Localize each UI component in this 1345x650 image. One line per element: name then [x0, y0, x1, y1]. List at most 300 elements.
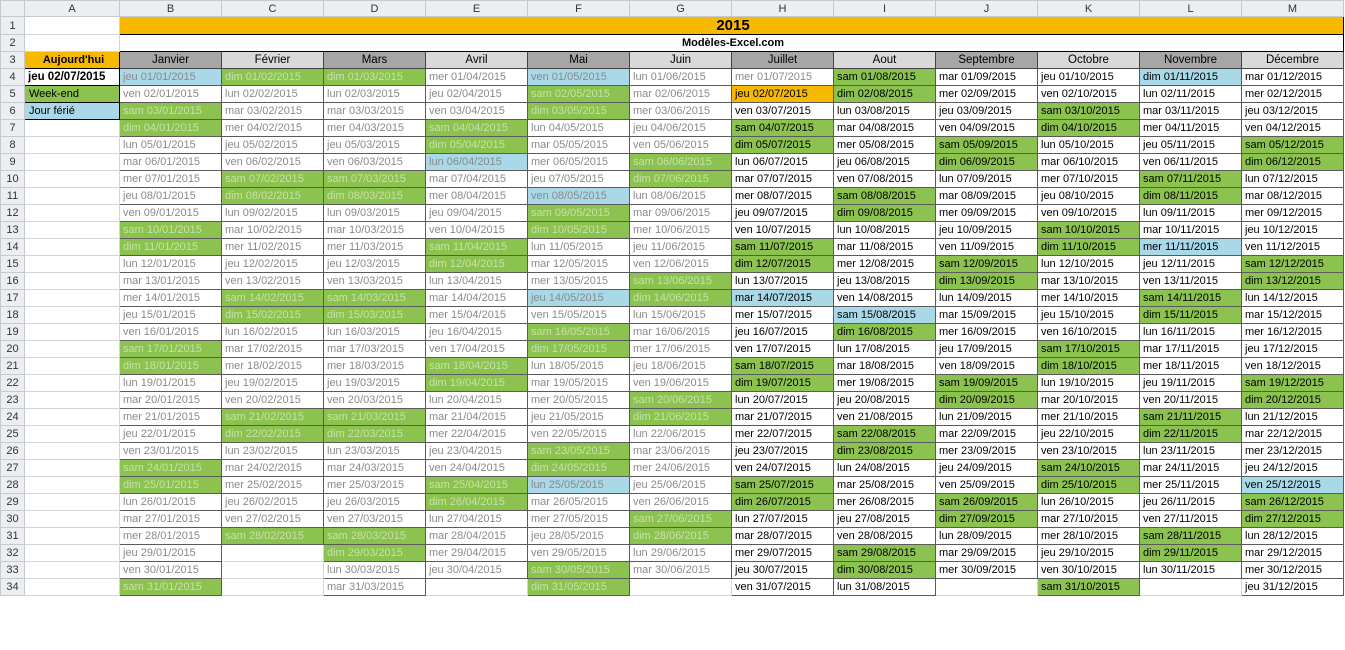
- row-header[interactable]: 33: [1, 562, 25, 579]
- day-cell[interactable]: lun 30/03/2015: [324, 562, 426, 579]
- row-header[interactable]: 15: [1, 256, 25, 273]
- day-cell[interactable]: dim 18/10/2015: [1038, 358, 1140, 375]
- day-cell[interactable]: lun 18/05/2015: [528, 358, 630, 375]
- day-cell[interactable]: mer 28/01/2015: [120, 528, 222, 545]
- day-cell[interactable]: jeu 06/08/2015: [834, 154, 936, 171]
- day-cell[interactable]: jeu 03/12/2015: [1242, 103, 1344, 120]
- day-cell[interactable]: sam 02/05/2015: [528, 86, 630, 103]
- empty-cell[interactable]: [25, 307, 120, 324]
- day-cell[interactable]: jeu 08/01/2015: [120, 188, 222, 205]
- day-cell[interactable]: jeu 13/08/2015: [834, 273, 936, 290]
- day-cell[interactable]: ven 25/09/2015: [936, 477, 1038, 494]
- day-cell[interactable]: mer 02/09/2015: [936, 86, 1038, 103]
- day-cell[interactable]: dim 22/11/2015: [1140, 426, 1242, 443]
- day-cell[interactable]: sam 03/10/2015: [1038, 103, 1140, 120]
- day-cell[interactable]: mer 11/02/2015: [222, 239, 324, 256]
- legend-holiday[interactable]: Jour férié: [25, 103, 120, 120]
- day-cell[interactable]: lun 21/09/2015: [936, 409, 1038, 426]
- day-cell[interactable]: jeu 05/03/2015: [324, 137, 426, 154]
- row-header[interactable]: 31: [1, 528, 25, 545]
- column-header[interactable]: G: [630, 1, 732, 17]
- day-cell[interactable]: mer 18/03/2015: [324, 358, 426, 375]
- day-cell[interactable]: mer 21/10/2015: [1038, 409, 1140, 426]
- day-cell[interactable]: dim 20/12/2015: [1242, 392, 1344, 409]
- day-cell[interactable]: mar 21/04/2015: [426, 409, 528, 426]
- day-cell[interactable]: mar 29/09/2015: [936, 545, 1038, 562]
- day-cell[interactable]: ven 23/01/2015: [120, 443, 222, 460]
- day-cell[interactable]: sam 04/04/2015: [426, 120, 528, 137]
- day-cell[interactable]: sam 12/12/2015: [1242, 256, 1344, 273]
- day-cell[interactable]: dim 10/05/2015: [528, 222, 630, 239]
- day-cell[interactable]: dim 01/03/2015: [324, 69, 426, 86]
- day-cell[interactable]: mar 10/11/2015: [1140, 222, 1242, 239]
- month-header[interactable]: Septembre: [936, 52, 1038, 69]
- day-cell[interactable]: sam 01/08/2015: [834, 69, 936, 86]
- row-header[interactable]: 24: [1, 409, 25, 426]
- day-cell[interactable]: ven 04/09/2015: [936, 120, 1038, 137]
- day-cell[interactable]: mar 30/06/2015: [630, 562, 732, 579]
- day-cell[interactable]: ven 16/10/2015: [1038, 324, 1140, 341]
- day-cell[interactable]: mar 07/07/2015: [732, 171, 834, 188]
- row-header[interactable]: 6: [1, 103, 25, 120]
- day-cell[interactable]: ven 04/12/2015: [1242, 120, 1344, 137]
- day-cell[interactable]: dim 24/05/2015: [528, 460, 630, 477]
- row-header[interactable]: 32: [1, 545, 25, 562]
- day-cell[interactable]: jeu 12/02/2015: [222, 256, 324, 273]
- day-cell[interactable]: lun 06/07/2015: [732, 154, 834, 171]
- day-cell[interactable]: dim 26/04/2015: [426, 494, 528, 511]
- day-cell[interactable]: dim 29/03/2015: [324, 545, 426, 562]
- row-header[interactable]: 19: [1, 324, 25, 341]
- day-cell[interactable]: mer 07/01/2015: [120, 171, 222, 188]
- day-cell[interactable]: mer 30/09/2015: [936, 562, 1038, 579]
- empty-cell[interactable]: [25, 222, 120, 239]
- day-cell[interactable]: mer 27/05/2015: [528, 511, 630, 528]
- day-cell[interactable]: mar 17/11/2015: [1140, 341, 1242, 358]
- day-cell[interactable]: lun 27/07/2015: [732, 511, 834, 528]
- day-cell[interactable]: lun 23/03/2015: [324, 443, 426, 460]
- day-cell[interactable]: sam 13/06/2015: [630, 273, 732, 290]
- day-cell[interactable]: jeu 01/10/2015: [1038, 69, 1140, 86]
- day-cell[interactable]: sam 26/12/2015: [1242, 494, 1344, 511]
- month-header[interactable]: Octobre: [1038, 52, 1140, 69]
- day-cell[interactable]: jeu 05/02/2015: [222, 137, 324, 154]
- day-cell[interactable]: lun 20/07/2015: [732, 392, 834, 409]
- day-cell[interactable]: ven 20/03/2015: [324, 392, 426, 409]
- day-cell[interactable]: sam 24/10/2015: [1038, 460, 1140, 477]
- day-cell[interactable]: jeu 27/08/2015: [834, 511, 936, 528]
- day-cell[interactable]: mer 20/05/2015: [528, 392, 630, 409]
- day-cell[interactable]: ven 27/02/2015: [222, 511, 324, 528]
- day-cell[interactable]: mar 22/09/2015: [936, 426, 1038, 443]
- day-cell[interactable]: ven 13/11/2015: [1140, 273, 1242, 290]
- row-header[interactable]: 2: [1, 35, 25, 52]
- day-cell[interactable]: mer 06/05/2015: [528, 154, 630, 171]
- column-header[interactable]: C: [222, 1, 324, 17]
- row-header[interactable]: 4: [1, 69, 25, 86]
- day-cell[interactable]: lun 09/02/2015: [222, 205, 324, 222]
- day-cell[interactable]: lun 23/11/2015: [1140, 443, 1242, 460]
- day-cell[interactable]: mar 27/10/2015: [1038, 511, 1140, 528]
- day-cell[interactable]: mer 09/09/2015: [936, 205, 1038, 222]
- day-cell[interactable]: lun 05/01/2015: [120, 137, 222, 154]
- month-header[interactable]: Juin: [630, 52, 732, 69]
- day-cell[interactable]: dim 28/06/2015: [630, 528, 732, 545]
- day-cell[interactable]: mar 06/10/2015: [1038, 154, 1140, 171]
- day-cell[interactable]: ven 12/06/2015: [630, 256, 732, 273]
- row-header[interactable]: 22: [1, 375, 25, 392]
- day-cell[interactable]: jeu 24/09/2015: [936, 460, 1038, 477]
- day-cell[interactable]: lun 17/08/2015: [834, 341, 936, 358]
- day-cell[interactable]: dim 12/04/2015: [426, 256, 528, 273]
- day-cell[interactable]: lun 16/11/2015: [1140, 324, 1242, 341]
- day-cell[interactable]: sam 03/01/2015: [120, 103, 222, 120]
- empty-cell[interactable]: [25, 341, 120, 358]
- day-cell[interactable]: lun 28/09/2015: [936, 528, 1038, 545]
- column-header[interactable]: I: [834, 1, 936, 17]
- day-cell[interactable]: mar 01/12/2015: [1242, 69, 1344, 86]
- day-cell[interactable]: sam 28/11/2015: [1140, 528, 1242, 545]
- day-cell[interactable]: dim 04/01/2015: [120, 120, 222, 137]
- day-cell[interactable]: mar 19/05/2015: [528, 375, 630, 392]
- row-header[interactable]: 12: [1, 205, 25, 222]
- day-cell[interactable]: jeu 29/10/2015: [1038, 545, 1140, 562]
- row-header[interactable]: 23: [1, 392, 25, 409]
- day-cell[interactable]: mar 17/03/2015: [324, 341, 426, 358]
- day-cell[interactable]: jeu 17/09/2015: [936, 341, 1038, 358]
- day-cell[interactable]: mer 25/03/2015: [324, 477, 426, 494]
- empty-cell[interactable]: [25, 324, 120, 341]
- day-cell[interactable]: mar 20/01/2015: [120, 392, 222, 409]
- day-cell[interactable]: jeu 04/06/2015: [630, 120, 732, 137]
- row-header[interactable]: 17: [1, 290, 25, 307]
- day-cell[interactable]: ven 23/10/2015: [1038, 443, 1140, 460]
- empty-cell[interactable]: [25, 290, 120, 307]
- day-cell[interactable]: jeu 11/06/2015: [630, 239, 732, 256]
- day-cell[interactable]: jeu 15/01/2015: [120, 307, 222, 324]
- day-cell[interactable]: ven 03/04/2015: [426, 103, 528, 120]
- day-cell[interactable]: lun 11/05/2015: [528, 239, 630, 256]
- day-cell[interactable]: mar 17/02/2015: [222, 341, 324, 358]
- day-cell[interactable]: ven 24/04/2015: [426, 460, 528, 477]
- day-cell[interactable]: ven 10/07/2015: [732, 222, 834, 239]
- day-cell[interactable]: jeu 10/09/2015: [936, 222, 1038, 239]
- day-cell[interactable]: mer 26/08/2015: [834, 494, 936, 511]
- day-cell[interactable]: sam 25/04/2015: [426, 477, 528, 494]
- day-cell[interactable]: mer 14/01/2015: [120, 290, 222, 307]
- day-cell[interactable]: dim 09/08/2015: [834, 205, 936, 222]
- day-cell[interactable]: mar 06/01/2015: [120, 154, 222, 171]
- day-cell[interactable]: jeu 12/03/2015: [324, 256, 426, 273]
- day-cell[interactable]: mar 11/08/2015: [834, 239, 936, 256]
- day-cell[interactable]: dim 08/03/2015: [324, 188, 426, 205]
- day-cell[interactable]: ven 22/05/2015: [528, 426, 630, 443]
- empty-cell[interactable]: [25, 528, 120, 545]
- day-cell[interactable]: mar 03/11/2015: [1140, 103, 1242, 120]
- day-cell[interactable]: sam 10/10/2015: [1038, 222, 1140, 239]
- cell-a2[interactable]: [25, 35, 120, 52]
- day-cell[interactable]: sam 23/05/2015: [528, 443, 630, 460]
- day-cell[interactable]: sam 31/10/2015: [1038, 579, 1140, 596]
- day-cell[interactable]: lun 15/06/2015: [630, 307, 732, 324]
- day-cell[interactable]: ven 20/11/2015: [1140, 392, 1242, 409]
- empty-cell[interactable]: [25, 460, 120, 477]
- column-header[interactable]: L: [1140, 1, 1242, 17]
- row-header[interactable]: 34: [1, 579, 25, 596]
- day-cell[interactable]: jeu 07/05/2015: [528, 171, 630, 188]
- day-cell[interactable]: dim 18/01/2015: [120, 358, 222, 375]
- day-cell[interactable]: sam 21/02/2015: [222, 409, 324, 426]
- day-cell[interactable]: mar 14/07/2015: [732, 290, 834, 307]
- day-cell[interactable]: mer 19/08/2015: [834, 375, 936, 392]
- day-cell[interactable]: lun 25/05/2015: [528, 477, 630, 494]
- day-cell[interactable]: lun 02/11/2015: [1140, 86, 1242, 103]
- row-header[interactable]: 20: [1, 341, 25, 358]
- day-cell[interactable]: lun 16/03/2015: [324, 324, 426, 341]
- day-cell[interactable]: mer 08/07/2015: [732, 188, 834, 205]
- month-header[interactable]: Novembre: [1140, 52, 1242, 69]
- day-cell[interactable]: mer 16/12/2015: [1242, 324, 1344, 341]
- day-cell[interactable]: mar 01/09/2015: [936, 69, 1038, 86]
- day-cell[interactable]: lun 14/12/2015: [1242, 290, 1344, 307]
- day-cell[interactable]: jeu 09/07/2015: [732, 205, 834, 222]
- day-cell[interactable]: mer 28/10/2015: [1038, 528, 1140, 545]
- day-cell[interactable]: ven 31/07/2015: [732, 579, 834, 596]
- day-cell[interactable]: jeu 26/11/2015: [1140, 494, 1242, 511]
- column-header[interactable]: M: [1242, 1, 1344, 17]
- day-cell[interactable]: ven 09/01/2015: [120, 205, 222, 222]
- day-cell[interactable]: lun 26/10/2015: [1038, 494, 1140, 511]
- row-header[interactable]: 10: [1, 171, 25, 188]
- day-cell[interactable]: ven 13/03/2015: [324, 273, 426, 290]
- empty-cell[interactable]: [25, 205, 120, 222]
- day-cell[interactable]: jeu 19/03/2015: [324, 375, 426, 392]
- day-cell[interactable]: dim 06/09/2015: [936, 154, 1038, 171]
- day-cell[interactable]: lun 29/06/2015: [630, 545, 732, 562]
- day-cell[interactable]: jeu 30/07/2015: [732, 562, 834, 579]
- day-cell[interactable]: sam 07/03/2015: [324, 171, 426, 188]
- day-cell[interactable]: sam 15/08/2015: [834, 307, 936, 324]
- day-cell[interactable]: lun 09/11/2015: [1140, 205, 1242, 222]
- day-cell[interactable]: sam 21/03/2015: [324, 409, 426, 426]
- day-cell[interactable]: ven 24/07/2015: [732, 460, 834, 477]
- day-cell[interactable]: lun 08/06/2015: [630, 188, 732, 205]
- day-cell[interactable]: mer 01/04/2015: [426, 69, 528, 86]
- day-cell[interactable]: lun 03/08/2015: [834, 103, 936, 120]
- empty-cell[interactable]: [630, 579, 732, 596]
- day-cell[interactable]: mer 11/03/2015: [324, 239, 426, 256]
- day-cell[interactable]: sam 05/12/2015: [1242, 137, 1344, 154]
- site-label[interactable]: Modèles-Excel.com: [120, 35, 1344, 52]
- day-cell[interactable]: dim 31/05/2015: [528, 579, 630, 596]
- cell-a1[interactable]: [25, 17, 120, 35]
- day-cell[interactable]: lun 30/11/2015: [1140, 562, 1242, 579]
- day-cell[interactable]: sam 17/01/2015: [120, 341, 222, 358]
- day-cell[interactable]: mar 29/12/2015: [1242, 545, 1344, 562]
- day-cell[interactable]: sam 20/06/2015: [630, 392, 732, 409]
- day-cell[interactable]: sam 10/01/2015: [120, 222, 222, 239]
- day-cell[interactable]: ven 29/05/2015: [528, 545, 630, 562]
- day-cell[interactable]: ven 20/02/2015: [222, 392, 324, 409]
- day-cell[interactable]: lun 10/08/2015: [834, 222, 936, 239]
- row-header[interactable]: 8: [1, 137, 25, 154]
- day-cell[interactable]: lun 02/02/2015: [222, 86, 324, 103]
- day-cell[interactable]: mer 14/10/2015: [1038, 290, 1140, 307]
- day-cell[interactable]: ven 13/02/2015: [222, 273, 324, 290]
- day-cell[interactable]: mar 08/12/2015: [1242, 188, 1344, 205]
- day-cell[interactable]: ven 28/08/2015: [834, 528, 936, 545]
- day-cell[interactable]: sam 18/07/2015: [732, 358, 834, 375]
- day-cell[interactable]: lun 26/01/2015: [120, 494, 222, 511]
- day-cell[interactable]: jeu 08/10/2015: [1038, 188, 1140, 205]
- day-cell[interactable]: mer 29/07/2015: [732, 545, 834, 562]
- day-cell[interactable]: jeu 09/04/2015: [426, 205, 528, 222]
- day-cell[interactable]: sam 09/05/2015: [528, 205, 630, 222]
- day-cell[interactable]: dim 25/01/2015: [120, 477, 222, 494]
- day-cell[interactable]: dim 16/08/2015: [834, 324, 936, 341]
- day-cell[interactable]: sam 06/06/2015: [630, 154, 732, 171]
- day-cell[interactable]: sam 25/07/2015: [732, 477, 834, 494]
- day-cell[interactable]: mer 15/04/2015: [426, 307, 528, 324]
- day-cell[interactable]: mer 23/09/2015: [936, 443, 1038, 460]
- day-cell[interactable]: mer 18/11/2015: [1140, 358, 1242, 375]
- day-cell[interactable]: mer 25/11/2015: [1140, 477, 1242, 494]
- day-cell[interactable]: mer 04/03/2015: [324, 120, 426, 137]
- day-cell[interactable]: dim 05/07/2015: [732, 137, 834, 154]
- empty-cell[interactable]: [25, 120, 120, 137]
- day-cell[interactable]: mer 01/07/2015: [732, 69, 834, 86]
- column-header[interactable]: H: [732, 1, 834, 17]
- day-cell[interactable]: lun 20/04/2015: [426, 392, 528, 409]
- today-label[interactable]: Aujourd'hui: [25, 52, 120, 69]
- day-cell[interactable]: dim 08/11/2015: [1140, 188, 1242, 205]
- day-cell[interactable]: ven 16/01/2015: [120, 324, 222, 341]
- row-header[interactable]: 9: [1, 154, 25, 171]
- day-cell[interactable]: mar 07/04/2015: [426, 171, 528, 188]
- column-header[interactable]: E: [426, 1, 528, 17]
- row-header[interactable]: 21: [1, 358, 25, 375]
- day-cell[interactable]: mer 03/06/2015: [630, 103, 732, 120]
- month-header[interactable]: Aout: [834, 52, 936, 69]
- empty-cell[interactable]: [426, 579, 528, 596]
- day-cell[interactable]: dim 19/07/2015: [732, 375, 834, 392]
- day-cell[interactable]: mer 12/08/2015: [834, 256, 936, 273]
- day-cell[interactable]: ven 30/01/2015: [120, 562, 222, 579]
- day-cell[interactable]: sam 28/02/2015: [222, 528, 324, 545]
- day-cell[interactable]: mar 24/02/2015: [222, 460, 324, 477]
- day-cell[interactable]: jeu 26/03/2015: [324, 494, 426, 511]
- day-cell[interactable]: dim 05/04/2015: [426, 137, 528, 154]
- row-header[interactable]: 3: [1, 52, 25, 69]
- day-cell[interactable]: mer 04/11/2015: [1140, 120, 1242, 137]
- day-cell[interactable]: ven 15/05/2015: [528, 307, 630, 324]
- day-cell[interactable]: jeu 25/06/2015: [630, 477, 732, 494]
- row-header[interactable]: 11: [1, 188, 25, 205]
- day-cell[interactable]: jeu 31/12/2015: [1242, 579, 1344, 596]
- day-cell[interactable]: dim 13/09/2015: [936, 273, 1038, 290]
- day-cell[interactable]: jeu 16/07/2015: [732, 324, 834, 341]
- day-cell[interactable]: mar 16/06/2015: [630, 324, 732, 341]
- day-cell[interactable]: ven 21/08/2015: [834, 409, 936, 426]
- day-cell[interactable]: dim 22/02/2015: [222, 426, 324, 443]
- day-cell[interactable]: sam 12/09/2015: [936, 256, 1038, 273]
- day-cell[interactable]: mar 28/07/2015: [732, 528, 834, 545]
- day-cell[interactable]: lun 24/08/2015: [834, 460, 936, 477]
- day-cell[interactable]: mar 25/08/2015: [834, 477, 936, 494]
- day-cell[interactable]: ven 10/04/2015: [426, 222, 528, 239]
- day-cell[interactable]: dim 08/02/2015: [222, 188, 324, 205]
- day-cell[interactable]: mar 31/03/2015: [324, 579, 426, 596]
- day-cell[interactable]: dim 03/05/2015: [528, 103, 630, 120]
- day-cell[interactable]: jeu 26/02/2015: [222, 494, 324, 511]
- row-header[interactable]: 18: [1, 307, 25, 324]
- day-cell[interactable]: sam 11/04/2015: [426, 239, 528, 256]
- day-cell[interactable]: mer 22/04/2015: [426, 426, 528, 443]
- day-cell[interactable]: ven 17/07/2015: [732, 341, 834, 358]
- day-cell[interactable]: dim 17/05/2015: [528, 341, 630, 358]
- row-header[interactable]: 27: [1, 460, 25, 477]
- day-cell[interactable]: mar 02/06/2015: [630, 86, 732, 103]
- day-cell[interactable]: jeu 24/12/2015: [1242, 460, 1344, 477]
- day-cell[interactable]: mer 16/09/2015: [936, 324, 1038, 341]
- day-cell[interactable]: mer 25/02/2015: [222, 477, 324, 494]
- day-cell[interactable]: mar 13/10/2015: [1038, 273, 1140, 290]
- day-cell[interactable]: mar 15/12/2015: [1242, 307, 1344, 324]
- column-header[interactable]: K: [1038, 1, 1140, 17]
- day-cell[interactable]: ven 17/04/2015: [426, 341, 528, 358]
- day-cell[interactable]: lun 05/10/2015: [1038, 137, 1140, 154]
- day-cell[interactable]: jeu 28/05/2015: [528, 528, 630, 545]
- column-header[interactable]: J: [936, 1, 1038, 17]
- month-header[interactable]: Décembre: [1242, 52, 1344, 69]
- empty-cell[interactable]: [25, 579, 120, 596]
- day-cell[interactable]: mer 13/05/2015: [528, 273, 630, 290]
- day-cell[interactable]: mar 24/03/2015: [324, 460, 426, 477]
- month-header[interactable]: Mars: [324, 52, 426, 69]
- column-header[interactable]: A: [25, 1, 120, 17]
- row-header[interactable]: 16: [1, 273, 25, 290]
- day-cell[interactable]: jeu 21/05/2015: [528, 409, 630, 426]
- day-cell[interactable]: lun 13/07/2015: [732, 273, 834, 290]
- day-cell[interactable]: dim 27/09/2015: [936, 511, 1038, 528]
- day-cell[interactable]: lun 01/06/2015: [630, 69, 732, 86]
- empty-cell[interactable]: [25, 358, 120, 375]
- year-title[interactable]: 2015: [120, 17, 1344, 35]
- empty-cell[interactable]: [25, 511, 120, 528]
- day-cell[interactable]: ven 08/05/2015: [528, 188, 630, 205]
- day-cell[interactable]: ven 06/02/2015: [222, 154, 324, 171]
- day-cell[interactable]: sam 29/08/2015: [834, 545, 936, 562]
- day-cell[interactable]: mer 07/10/2015: [1038, 171, 1140, 188]
- day-cell[interactable]: mar 27/01/2015: [120, 511, 222, 528]
- day-cell[interactable]: jeu 19/02/2015: [222, 375, 324, 392]
- day-cell[interactable]: sam 05/09/2015: [936, 137, 1038, 154]
- day-cell[interactable]: mar 03/02/2015: [222, 103, 324, 120]
- day-cell[interactable]: mer 22/07/2015: [732, 426, 834, 443]
- month-header[interactable]: Janvier: [120, 52, 222, 69]
- day-cell[interactable]: dim 23/08/2015: [834, 443, 936, 460]
- day-cell[interactable]: mer 30/12/2015: [1242, 562, 1344, 579]
- day-cell[interactable]: ven 02/10/2015: [1038, 86, 1140, 103]
- day-cell[interactable]: lun 22/06/2015: [630, 426, 732, 443]
- day-cell[interactable]: jeu 02/07/2015: [732, 86, 834, 103]
- day-cell[interactable]: sam 04/07/2015: [732, 120, 834, 137]
- day-cell[interactable]: mar 15/09/2015: [936, 307, 1038, 324]
- day-cell[interactable]: mer 18/02/2015: [222, 358, 324, 375]
- day-cell[interactable]: dim 01/11/2015: [1140, 69, 1242, 86]
- day-cell[interactable]: sam 22/08/2015: [834, 426, 936, 443]
- empty-cell[interactable]: [25, 171, 120, 188]
